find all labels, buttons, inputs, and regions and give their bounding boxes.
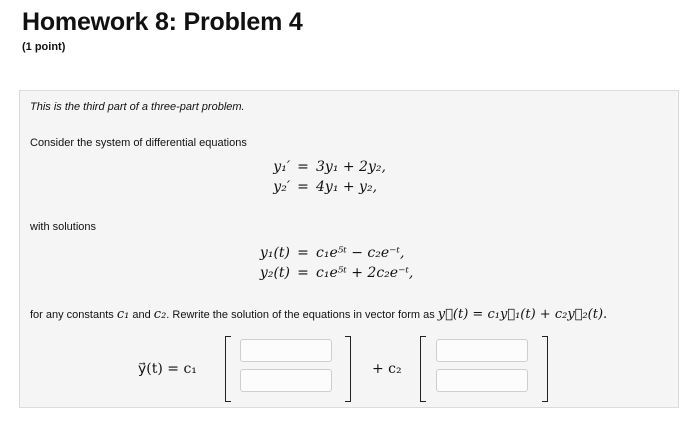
- rewrite-instruction: [30, 307, 607, 322]
- vector2-entry2-input[interactable]: [436, 369, 528, 392]
- solution-lhs: y₂(t): [259, 265, 290, 281]
- solution-row: [242, 245, 404, 261]
- solution-op: =: [297, 265, 309, 281]
- right-bracket: [345, 336, 351, 402]
- rewrite-text: . Rewrite the solution of the equations in vector form as: [166, 309, 438, 321]
- problem-panel: [19, 90, 679, 408]
- intro-text: This is the third part of a three-part problem.: [30, 101, 245, 113]
- rewrite-text: and: [129, 309, 154, 321]
- equation-row: [252, 159, 386, 175]
- with-solutions-text: with solutions: [30, 221, 97, 233]
- points-label: (1 point): [22, 41, 66, 53]
- rewrite-text: for any constants: [30, 309, 117, 321]
- solution-row: [242, 265, 413, 281]
- answer-vector-label: y⃗(t) = c₁: [138, 361, 197, 377]
- equation-rhs: 4y₁ + y₂,: [316, 179, 378, 195]
- left-bracket: [420, 336, 426, 402]
- solution-rhs: c₁e⁵ᵗ + 2c₂e⁻ᵗ,: [316, 265, 414, 281]
- vector1-entry2-input[interactable]: [240, 369, 332, 392]
- vector-form-expression: y⃗(t) = c₁y⃗₁(t) + c₂y⃗₂(t).: [437, 307, 608, 322]
- solution-op: =: [297, 245, 309, 261]
- page-title: Homework 8: Problem 4: [22, 8, 303, 36]
- solution-rhs: c₁e⁵ᵗ − c₂e⁻ᵗ,: [316, 245, 405, 261]
- equation-lhs: y₂′: [273, 179, 290, 195]
- vector2-entry1-input[interactable]: [436, 339, 528, 362]
- consider-text: Consider the system of differential equations: [30, 137, 247, 149]
- equation-rhs: 3y₁ + 2y₂,: [316, 159, 386, 175]
- constant-c2: c₂: [153, 307, 167, 322]
- left-bracket: [225, 336, 231, 402]
- solution-lhs: y₁(t): [259, 245, 290, 261]
- vector1-entry1-input[interactable]: [240, 339, 332, 362]
- right-bracket: [542, 336, 548, 402]
- plus-c2-label: + c₂: [372, 361, 402, 377]
- equation-lhs: y₁′: [273, 159, 290, 175]
- constant-c1: c₁: [116, 307, 130, 322]
- equation-op: =: [297, 159, 309, 175]
- equation-row: [252, 179, 377, 195]
- equation-op: =: [297, 179, 309, 195]
